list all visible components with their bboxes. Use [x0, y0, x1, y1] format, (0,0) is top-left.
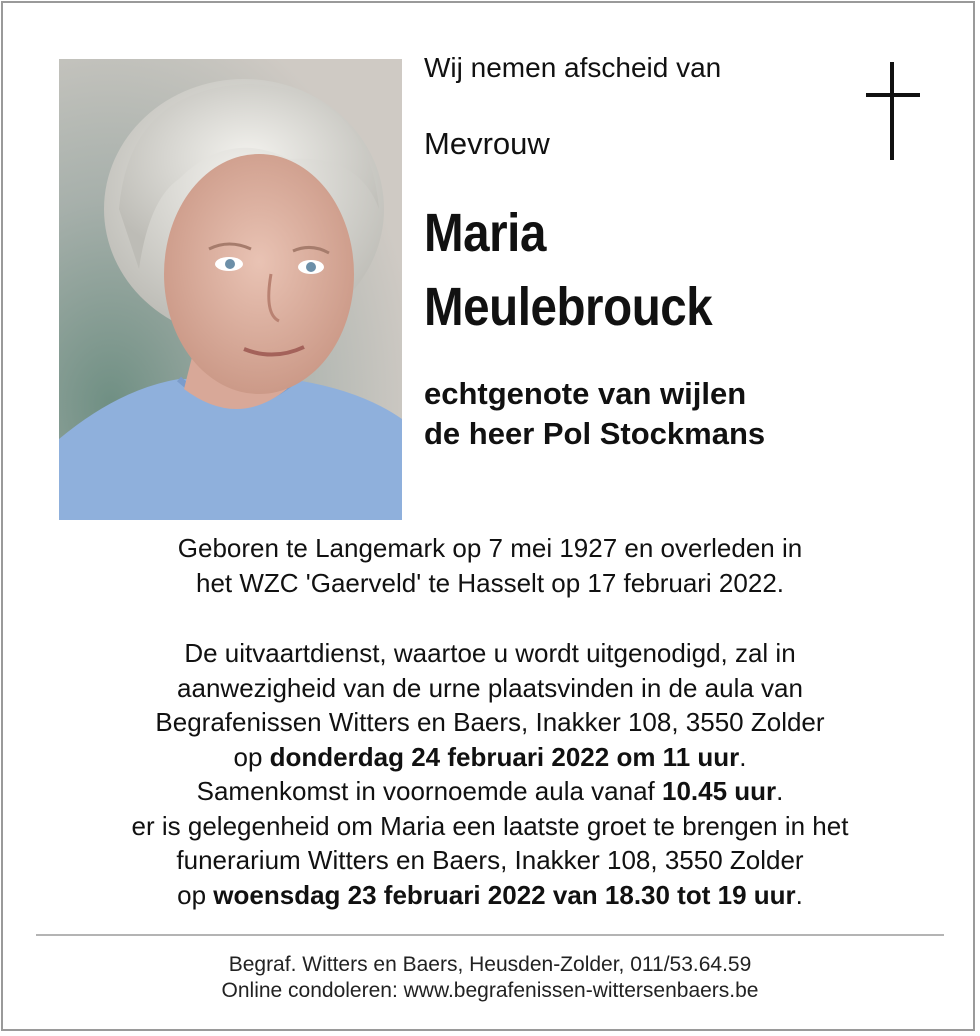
birth-line-1: Geboren te Langemark op 7 mei 1927 en overleden in [177, 533, 803, 563]
spouse-info [424, 374, 765, 454]
service-line-4-prefix: op [233, 741, 270, 772]
divider [36, 934, 944, 936]
service-line-2: aanwezigheid van de urne plaatsvinden in de aula van [177, 672, 803, 703]
service-line-6: er is gelegenheid om Maria een laatste groet te brengen in het [131, 810, 849, 841]
footer [30, 952, 950, 1004]
gathering-time: 10.45 uur [661, 776, 777, 806]
birth-death-info [30, 531, 950, 600]
service-line-5-prefix: Samenkomst in voornoemde aula vanaf [196, 776, 662, 806]
funeral-home-contact: Begraf. Witters en Baers, Heusden-Zolder, 011/53.64.59 [228, 953, 752, 976]
service-line-4 [30, 740, 950, 775]
portrait-photo [59, 59, 402, 520]
service-line-7: funerarium Witters en Baers, Inakker 108, 3550 Zolder [176, 845, 804, 875]
service-line-4-suffix: . [739, 741, 747, 772]
visitation-date: woensdag 23 februari 2022 van 18.30 tot 19 uur [213, 879, 796, 910]
service-date: donderdag 24 februari 2022 om 11 uur [269, 741, 740, 772]
spouse-line-2: de heer Pol Stockmans [424, 416, 766, 451]
birth-line-2: het WZC 'Gaerveld' te Hasselt op 17 februari 2022. [196, 567, 784, 598]
service-line-8-prefix: op [177, 879, 214, 910]
deceased-name [424, 196, 712, 344]
service-line-5 [30, 774, 950, 809]
service-line-8-suffix: . [795, 879, 803, 910]
last-name: Meulebrouck [424, 277, 713, 337]
spouse-line-1: echtgenote van wijlen [424, 376, 747, 411]
honorific: Mevrouw [424, 126, 550, 161]
service-info [30, 636, 950, 912]
service-line-1: De uitvaartdienst, waartoe u wordt uitgenodigd, zal in [184, 638, 796, 668]
service-line-3: Begrafenissen Witters en Baers, Inakker 108, 3550 Zolder [155, 707, 825, 737]
online-condolences: Online condoleren: www.begrafenissen-wittersenbaers.be [221, 979, 759, 1002]
service-line-8 [30, 878, 950, 913]
intro-text: Wij nemen afscheid van [424, 52, 722, 83]
first-name: Maria [424, 203, 546, 263]
service-line-5-suffix: . [776, 776, 784, 806]
cross-icon [864, 62, 924, 160]
